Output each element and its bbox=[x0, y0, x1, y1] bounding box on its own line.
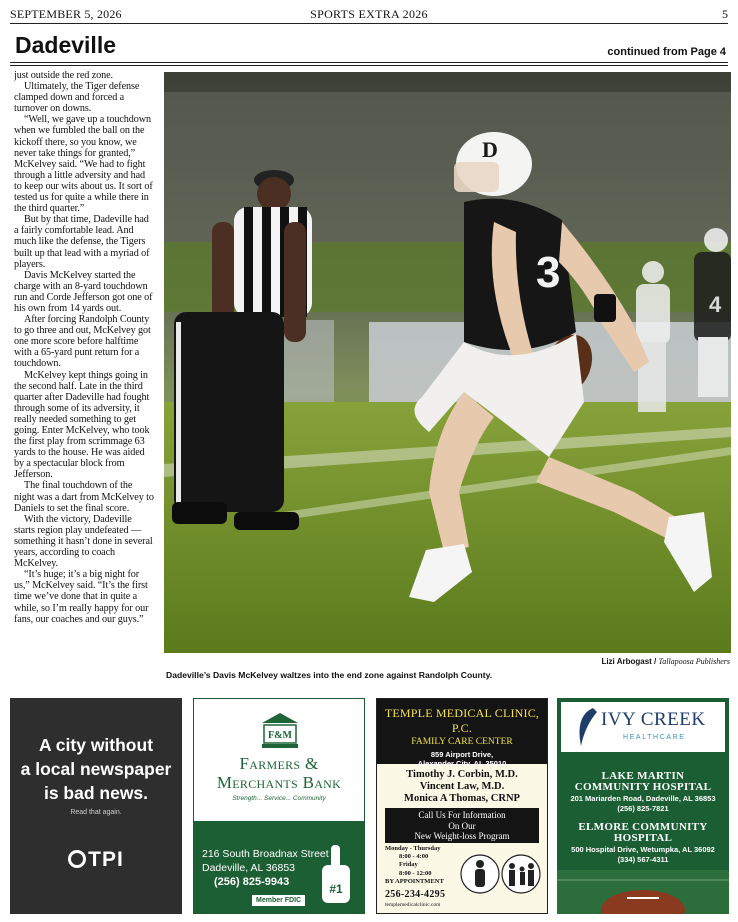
clinic-city: Alexander City, AL 35010 bbox=[417, 759, 507, 768]
clinic-website: templemedicalclinic.com bbox=[385, 902, 441, 908]
hospital2-address: 500 Hospital Drive, Wetumpka, AL 36092 bbox=[571, 845, 715, 854]
clinic-title: TEMPLE MEDICAL CLINIC, P.C. bbox=[384, 706, 540, 735]
ivy-creek-logo bbox=[561, 702, 725, 752]
hospital2-phone: (334) 567-4311 bbox=[617, 855, 669, 864]
article-paragraph: After forcing Randolph County to go three and out, McKelvey got one more score before halftime with a 65-yard punt return for a touchdown. bbox=[14, 314, 151, 370]
bank-phone: (256) 825-9943 bbox=[214, 876, 290, 888]
hours-line: Friday bbox=[399, 861, 418, 869]
ivy-creek-ad[interactable] bbox=[557, 698, 729, 914]
hours-line: 8:00 - 4:00 bbox=[399, 853, 429, 861]
ad-subline: Read that again. bbox=[70, 809, 122, 816]
fm-logo-text: F&M bbox=[268, 730, 292, 741]
article-paragraph: Davis McKelvey started the charge with an 8-yard touchdown run and Corde Jefferson got one of his own from 14 yards out. bbox=[14, 269, 153, 314]
credit-organization: Tallapoosa Publishers bbox=[658, 657, 730, 666]
bank-building-icon bbox=[260, 711, 300, 751]
bank-tagline: Strength... Service... Community bbox=[232, 795, 326, 802]
photo-caption: Dadeville’s Davis McKelvey waltzes into the end zone against Randolph County. bbox=[166, 670, 493, 680]
hours-line: 8:00 - 12:00 bbox=[399, 869, 432, 877]
fm-bank-ad[interactable] bbox=[193, 698, 365, 914]
article-paragraph: “It’s huge; it’s a big night for us,” McKelvey said. “It’s the first time we’ve done that in quite a while, so I’m really happy for our fans, our coaches and our guys.” bbox=[14, 569, 149, 625]
article-paragraph: McKelvey kept things going in the second half. Late in the third quarter after Dadeville had fought through some of its adversity, it really needed something to get going. Enter McKelvey, who took the first play from scrimmage 63 yards to the house. He was aided by a spectacular block from Jefferson. bbox=[14, 369, 150, 481]
main-jersey-number: 3 bbox=[536, 248, 561, 297]
bank-street: 216 South Broadnax Street bbox=[202, 848, 329, 860]
hospital1-phone: (256) 825-7821 bbox=[617, 804, 669, 813]
doctor-name: Timothy J. Corbin, M.D. bbox=[406, 769, 518, 780]
article-paragraph: With the victory, Dadeville starts region play undefeated — something it hasn’t done in several years, according to coach McKelvey. bbox=[14, 513, 153, 570]
clinic-street: 859 Airport Drive, bbox=[430, 750, 494, 759]
game-photo bbox=[164, 72, 731, 653]
logo-sub-text: HEALTHCARE bbox=[623, 734, 686, 741]
ad-headline-line: is bad news. bbox=[43, 783, 149, 803]
bank-city: Dadeville, AL 36853 bbox=[202, 862, 296, 874]
article-paragraph: “Well, we gave up a touchdown when we fumbled the ball on the kickoff there, so you know, we never take things for granted,” McKelvey said. “We had to fight through a little adversity and had to keep our wits about us. It sort of tested us for quite a while there in the third quarter.” bbox=[14, 114, 153, 215]
article-paragraph: Ultimately, the Tiger defense clamped down and forced a turnover on downs. bbox=[14, 81, 140, 115]
continued-note: continued from Page 4 bbox=[607, 46, 726, 58]
hours-line: BY APPOINTMENT bbox=[385, 877, 444, 885]
clinic-phone: 256-234-4295 bbox=[385, 889, 446, 900]
callout-line: New Weight-loss Program bbox=[414, 831, 510, 841]
foam-finger-icon bbox=[318, 843, 354, 907]
story-headline: Dadeville bbox=[15, 32, 116, 58]
article-paragraph: just outside the red zone. bbox=[14, 70, 113, 81]
hospital1-name: LAKE MARTIN bbox=[601, 770, 685, 782]
svg-text:D: D bbox=[482, 137, 498, 162]
football-icon bbox=[557, 870, 729, 914]
page-number: 5 bbox=[722, 7, 728, 21]
temple-medical-ad[interactable] bbox=[376, 698, 548, 914]
ad-headline-line: A city without bbox=[38, 735, 154, 755]
weight-loss-callout bbox=[385, 808, 539, 843]
article-paragraph: But by that time, Dadeville had a fairly comfortable lead. And much like the defense, the Tigers built up that lead with a myriad of players. bbox=[14, 214, 150, 270]
issue-date: SEPTEMBER 5, 2026 bbox=[10, 7, 122, 21]
fdic-badge: Member FDIC bbox=[252, 895, 305, 906]
ivy-leaf-icon bbox=[571, 706, 601, 748]
section-title: SPORTS EXTRA 2026 bbox=[310, 7, 428, 21]
hospital2-name: HOSPITAL bbox=[613, 832, 673, 844]
photo-credit bbox=[601, 657, 730, 666]
tpi-circle-icon bbox=[68, 850, 86, 868]
family-silhouette-icon bbox=[460, 852, 542, 896]
tpi-logo bbox=[10, 848, 182, 872]
header-rule bbox=[10, 23, 728, 24]
clinic-address bbox=[377, 750, 547, 768]
bank-name-line: Merchants Bank bbox=[216, 773, 342, 792]
photographer-name: Lizi Arbogast / bbox=[601, 657, 657, 666]
hospital1-name: COMMUNITY HOSPITAL bbox=[574, 781, 712, 793]
logo-main-text: IVY CREEK bbox=[601, 709, 706, 730]
doctor-name: Vincent Law, M.D. bbox=[419, 781, 505, 792]
bank-name bbox=[194, 754, 364, 792]
headline-rule-top bbox=[10, 62, 728, 63]
article-body bbox=[14, 70, 155, 690]
callout-line: Call Us For Information bbox=[418, 810, 506, 820]
bank-address bbox=[202, 847, 329, 889]
clinic-header bbox=[377, 699, 547, 768]
callout-line: On Our bbox=[448, 820, 476, 831]
tpi-newspaper-ad[interactable] bbox=[10, 698, 182, 914]
foam-finger-text: #1 bbox=[329, 882, 343, 896]
clinic-doctors bbox=[377, 769, 547, 805]
doctor-name: Monica A Thomas, CRNP bbox=[404, 793, 520, 804]
article-paragraph: The final touchdown of the night was a dart from McKelvey to Daniels to set the final score. bbox=[14, 480, 154, 514]
bank-name-line: Farmers & bbox=[239, 754, 319, 773]
clinic-subtitle: FAMILY CARE CENTER bbox=[411, 737, 513, 747]
tpi-logo-text: TPI bbox=[88, 848, 124, 871]
background-jersey-number: 4 bbox=[709, 292, 722, 317]
hours-line: Monday - Thursday bbox=[385, 845, 441, 852]
hospital1-address: 201 Mariarden Road, Dadeville, AL 36853 bbox=[570, 794, 716, 803]
clinic-hours bbox=[385, 845, 444, 886]
headline-rule-bottom bbox=[10, 65, 728, 66]
hospital2-name: ELMORE COMMUNITY bbox=[578, 821, 708, 833]
ad-headline-line: a local newspaper bbox=[20, 759, 172, 779]
